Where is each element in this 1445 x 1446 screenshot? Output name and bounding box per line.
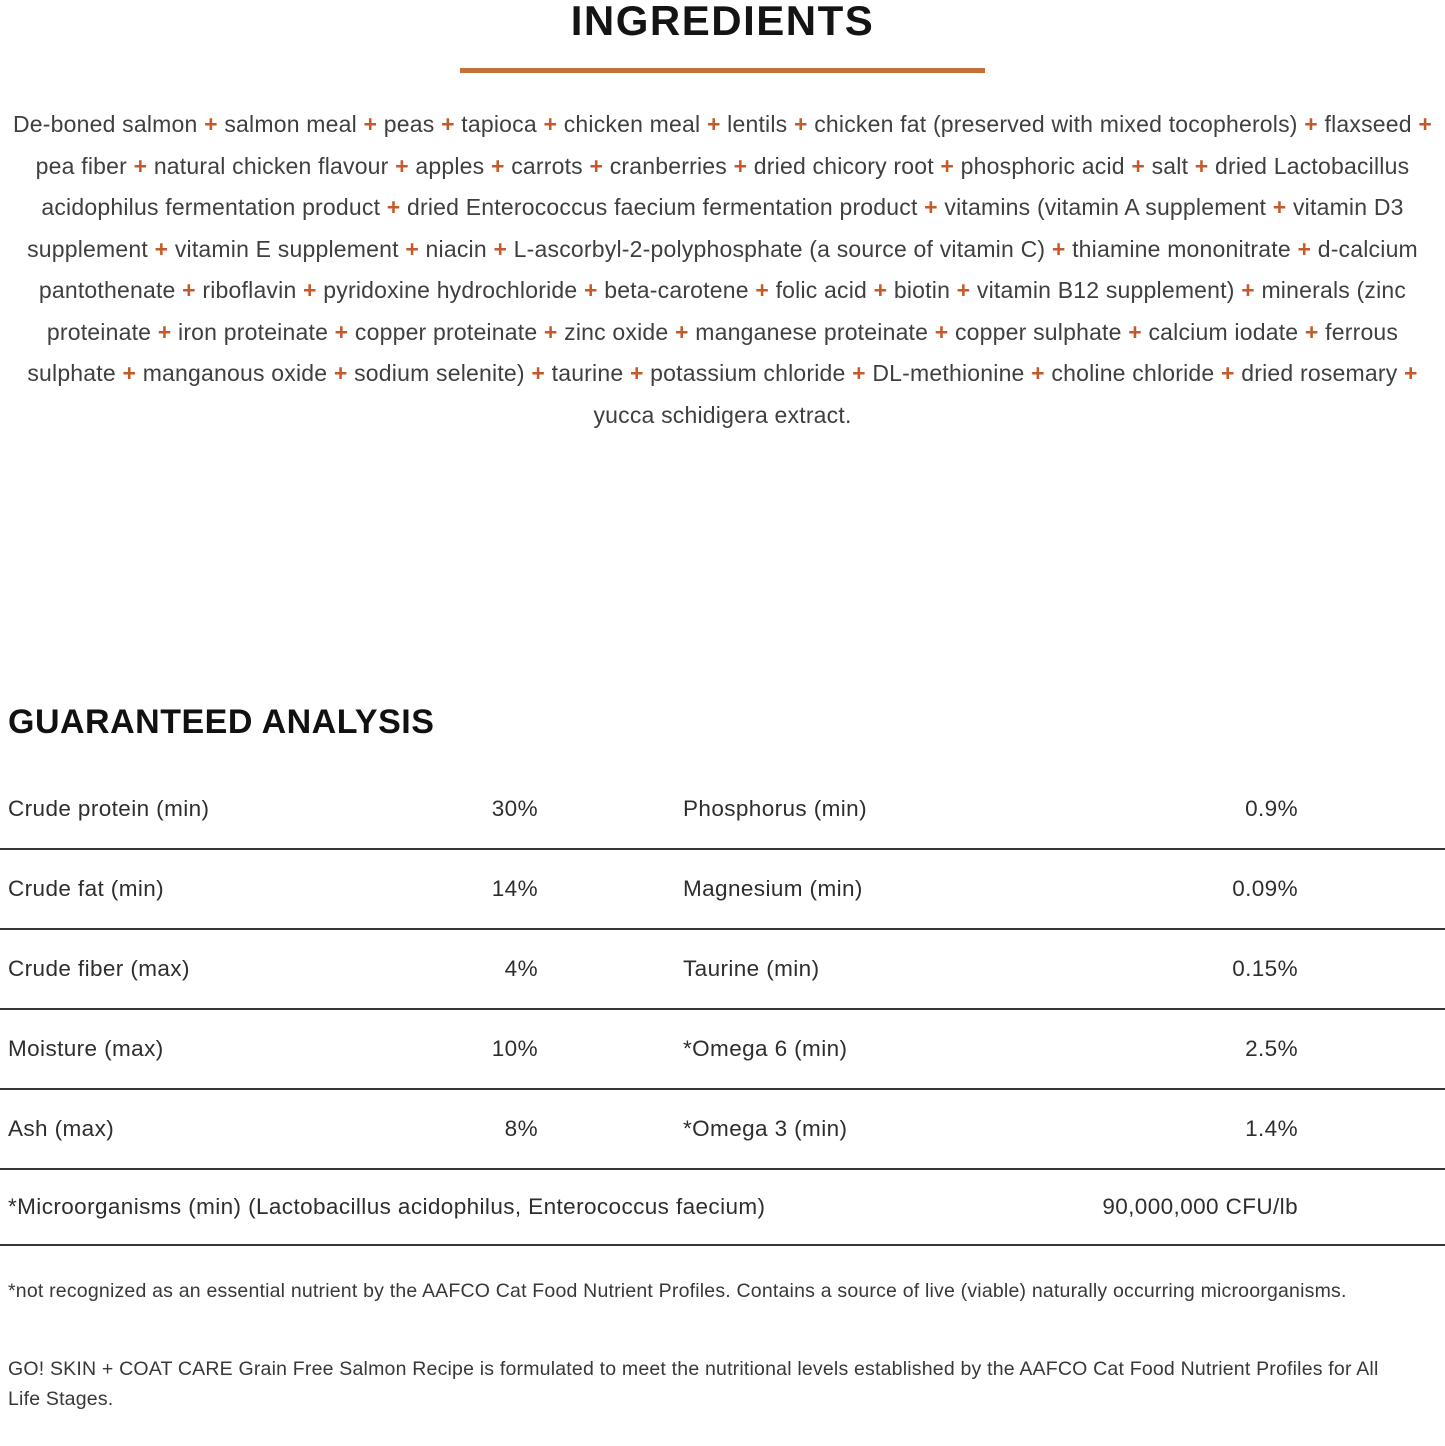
nutrient-label: Crude protein (min) xyxy=(8,796,210,821)
plus-separator-icon: + xyxy=(133,152,148,179)
nutrient-value: 2.5% xyxy=(1245,1036,1298,1061)
plus-separator-icon: + xyxy=(543,111,558,137)
ingredients-title: INGREDIENTS xyxy=(570,0,875,44)
ingredient-item: calcium iodate xyxy=(1148,318,1299,345)
ingredient-item: apples xyxy=(415,152,485,179)
ingredient-item: vitamins (vitamin A supplement xyxy=(944,194,1267,220)
ingredient-item: salmon meal xyxy=(224,111,357,137)
ingredients-text xyxy=(8,104,1437,436)
analysis-pair-right xyxy=(683,956,1298,982)
analysis-pair-right xyxy=(683,1116,1298,1142)
ingredient-item: folic acid xyxy=(775,277,868,303)
plus-separator-icon: + xyxy=(934,318,949,345)
ingredient-item: phosphoric acid xyxy=(960,152,1125,179)
ingredient-item: iron proteinate xyxy=(178,318,329,345)
ingredient-item: taurine xyxy=(551,360,624,386)
plus-separator-icon: + xyxy=(334,318,349,345)
ingredient-item: copper proteinate xyxy=(354,318,538,345)
nutrient-value: 0.15% xyxy=(1232,956,1298,981)
analysis-row xyxy=(0,850,1445,930)
ingredient-item: dried rosemary xyxy=(1241,360,1398,386)
ingredient-item: tapioca xyxy=(461,111,537,137)
plus-separator-icon: + xyxy=(157,318,172,345)
ingredient-item: minerals (zinc proteinate xyxy=(46,277,1407,345)
nutrient-value: 4% xyxy=(504,956,538,981)
ingredient-item: pea fiber xyxy=(35,152,127,179)
plus-separator-icon: + xyxy=(940,152,955,179)
analysis-pair-full xyxy=(8,1194,1298,1220)
analysis-pair-left xyxy=(8,956,538,982)
nutrient-label: *Omega 6 (min) xyxy=(683,1036,848,1061)
analysis-row xyxy=(0,930,1445,1010)
plus-separator-icon: + xyxy=(1297,235,1312,262)
nutrient-value: 8% xyxy=(504,1116,538,1141)
plus-separator-icon: + xyxy=(1031,360,1045,386)
analysis-row xyxy=(0,1090,1445,1170)
ingredient-item: peas xyxy=(383,111,435,137)
analysis-row-microorganisms xyxy=(0,1170,1445,1246)
ingredient-item: chicken fat (preserved with mixed tocopherols) xyxy=(814,111,1298,137)
plus-separator-icon: + xyxy=(154,235,169,262)
analysis-pair-left xyxy=(8,1116,538,1142)
ingredient-item: vitamin B12 supplement) xyxy=(976,277,1235,303)
footnote-aafco-nutrient: *not recognized as an essential nutrient by the AAFCO Cat Food Nutrient Profiles. Contains a source of live (viable) naturally occurring microorganisms. xyxy=(8,1280,1347,1302)
nutrient-label: Crude fat (min) xyxy=(8,876,165,901)
nutrient-label: Magnesium (min) xyxy=(683,876,863,901)
ingredient-item: L-ascorbyl-2-polyphosphate (a source of vitamin C) xyxy=(513,235,1046,262)
ingredient-item: DL-methionine xyxy=(872,360,1025,386)
analysis-pair-right xyxy=(683,876,1298,902)
ingredient-item: beta-carotene xyxy=(604,277,749,303)
plus-separator-icon: + xyxy=(956,277,971,303)
ingredient-item: natural chicken flavour xyxy=(153,152,389,179)
ingredient-item: zinc oxide xyxy=(564,318,669,345)
analysis-pair-right xyxy=(683,1036,1298,1062)
ingredient-item: manganese proteinate xyxy=(695,318,929,345)
analysis-pair-right xyxy=(683,796,1298,822)
plus-separator-icon: + xyxy=(493,235,508,262)
plus-separator-icon: + xyxy=(182,277,196,303)
plus-separator-icon: + xyxy=(755,277,769,303)
ingredient-item: potassium chloride xyxy=(650,360,846,386)
plus-separator-icon: + xyxy=(1272,194,1287,220)
nutrient-value: 90,000,000 CFU/lb xyxy=(1102,1194,1298,1219)
ingredient-item: dried Enterococcus faecium fermentation product xyxy=(407,194,918,220)
plus-separator-icon: + xyxy=(1221,360,1235,386)
plus-separator-icon: + xyxy=(629,360,644,386)
plus-separator-icon: + xyxy=(395,152,409,179)
analysis-row xyxy=(0,1010,1445,1090)
nutrient-label: Phosphorus (min) xyxy=(683,796,867,821)
plus-separator-icon: + xyxy=(531,360,546,386)
plus-separator-icon: + xyxy=(873,277,888,303)
plus-separator-icon: + xyxy=(204,111,218,137)
plus-separator-icon: + xyxy=(405,235,419,262)
nutrient-label: Taurine (min) xyxy=(683,956,820,981)
plus-separator-icon: + xyxy=(490,152,505,179)
plus-separator-icon: + xyxy=(386,194,401,220)
ingredient-item: ferrous sulphate xyxy=(27,318,1399,386)
plus-separator-icon: + xyxy=(1194,152,1209,179)
title-underline xyxy=(460,68,985,73)
ingredient-item: d-calcium pantothenate xyxy=(38,235,1418,303)
plus-separator-icon: + xyxy=(441,111,455,137)
analysis-pair-left xyxy=(8,796,538,822)
ingredient-item: thiamine mononitrate xyxy=(1072,235,1291,262)
plus-separator-icon: + xyxy=(852,360,866,386)
plus-separator-icon: + xyxy=(675,318,689,345)
plus-separator-icon: + xyxy=(333,360,348,386)
plus-separator-icon: + xyxy=(1241,277,1255,303)
analysis-pair-left xyxy=(8,1036,538,1062)
plus-separator-icon: + xyxy=(1418,111,1433,137)
nutrient-label: *Microorganisms (min) (Lactobacillus acidophilus, Enterococcus faecium) xyxy=(8,1194,766,1219)
ingredient-item: chicken meal xyxy=(563,111,701,137)
analysis-row xyxy=(0,770,1445,850)
plus-separator-icon: + xyxy=(583,277,598,303)
plus-separator-icon: + xyxy=(1131,152,1145,179)
plus-separator-icon: + xyxy=(303,277,317,303)
plus-separator-icon: + xyxy=(543,318,558,345)
nutrient-value: 1.4% xyxy=(1245,1116,1298,1141)
ingredient-item: choline chloride xyxy=(1051,360,1215,386)
ingredient-item: carrots xyxy=(511,152,583,179)
ingredient-item: sodium selenite) xyxy=(354,360,525,386)
ingredient-item: flaxseed xyxy=(1324,111,1412,137)
plus-separator-icon: + xyxy=(706,111,721,137)
ingredient-item: vitamin D3 supplement xyxy=(27,194,1404,262)
plus-separator-icon: + xyxy=(1128,318,1142,345)
plus-separator-icon: + xyxy=(1304,318,1319,345)
ingredient-item: salt xyxy=(1151,152,1189,179)
ingredient-item: De-boned salmon xyxy=(12,111,198,137)
nutrient-value: 10% xyxy=(491,1036,538,1061)
nutrient-label: Ash (max) xyxy=(8,1116,115,1141)
nutrient-value: 0.09% xyxy=(1232,876,1298,901)
ingredient-item: lentils xyxy=(727,111,788,137)
plus-separator-icon: + xyxy=(589,152,604,179)
nutrient-label: Crude fiber (max) xyxy=(8,956,190,981)
ingredient-item: pyridoxine hydrochloride xyxy=(323,277,578,303)
plus-separator-icon: + xyxy=(122,360,137,386)
nutrient-label: Moisture (max) xyxy=(8,1036,164,1061)
ingredient-item: dried Lactobacillus acidophilus fermentation product xyxy=(41,152,1410,220)
ingredient-item: vitamin E supplement xyxy=(174,235,399,262)
guaranteed-analysis-title: GUARANTEED ANALYSIS xyxy=(8,703,435,741)
plus-separator-icon: + xyxy=(793,111,808,137)
ingredient-item: yucca schidigera extract. xyxy=(593,401,852,428)
ingredient-item: riboflavin xyxy=(202,277,297,303)
ingredient-item: copper sulphate xyxy=(954,318,1122,345)
plus-separator-icon: + xyxy=(1404,360,1418,386)
ingredient-item: dried chicory root xyxy=(753,152,934,179)
plus-separator-icon: + xyxy=(1051,235,1066,262)
plus-separator-icon: + xyxy=(924,194,938,220)
ingredient-item: manganous oxide xyxy=(142,360,328,386)
footnote-formulation-statement: GO! SKIN + COAT CARE Grain Free Salmon Recipe is formulated to meet the nutritional levels established by the AAFCO Cat Food Nutrient Profiles for All Life Stages. xyxy=(8,1358,1379,1410)
analysis-pair-left xyxy=(8,876,538,902)
plus-separator-icon: + xyxy=(1304,111,1318,137)
guaranteed-analysis-table xyxy=(0,770,1445,1246)
ingredient-item: biotin xyxy=(893,277,951,303)
ingredient-item: niacin xyxy=(425,235,487,262)
ingredient-item: cranberries xyxy=(609,152,727,179)
nutrient-value: 14% xyxy=(491,876,538,901)
nutrient-value: 30% xyxy=(491,796,538,821)
nutrient-value: 0.9% xyxy=(1245,796,1298,821)
plus-separator-icon: + xyxy=(733,152,748,179)
plus-separator-icon: + xyxy=(363,111,378,137)
nutrient-label: *Omega 3 (min) xyxy=(683,1116,848,1141)
